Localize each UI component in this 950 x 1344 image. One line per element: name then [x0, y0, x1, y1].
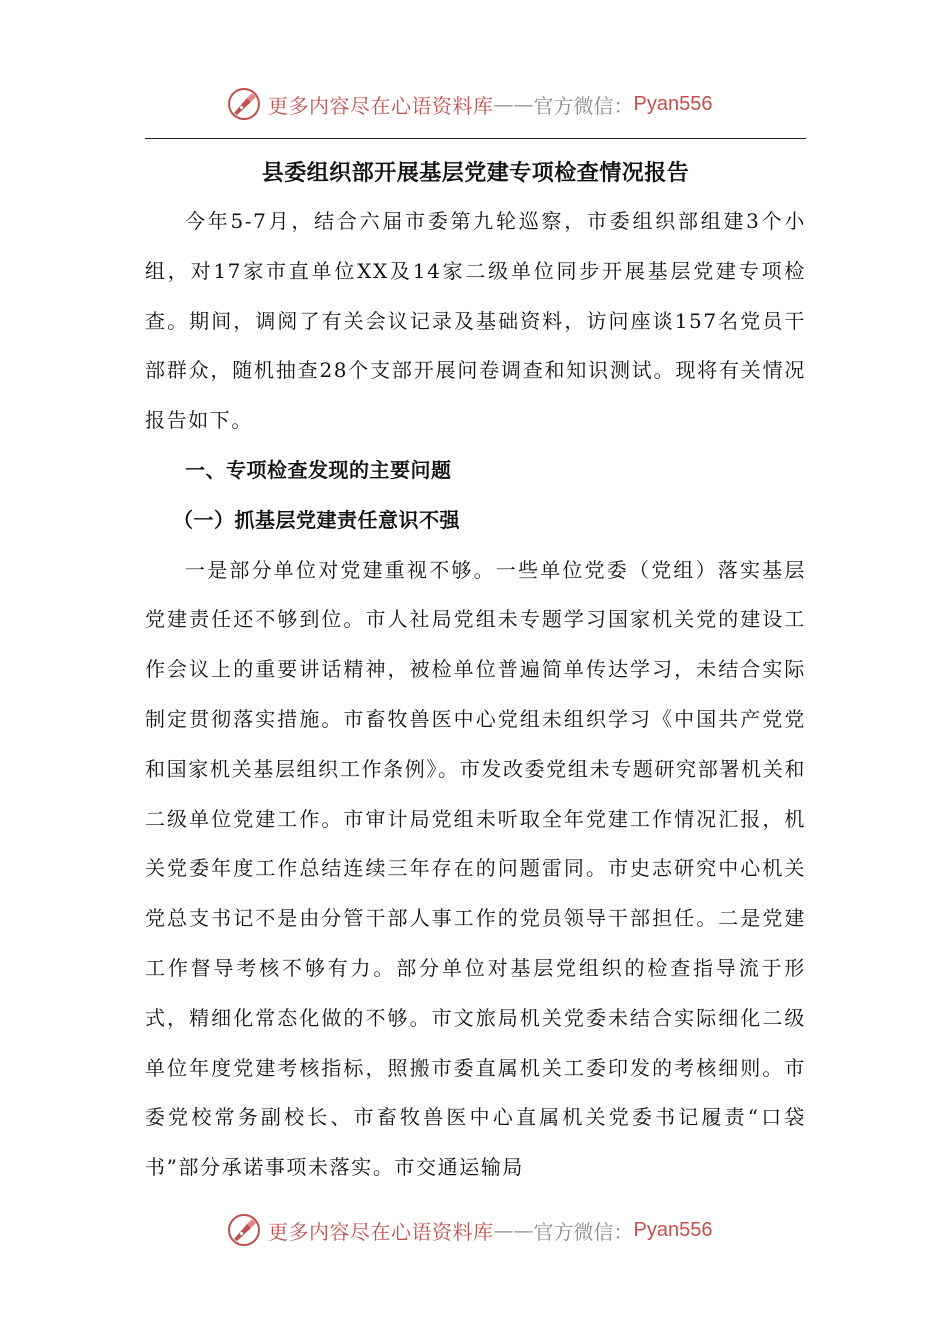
- watermark-wechat-label: 官方微信：: [533, 93, 634, 118]
- watermark-wechat-id: Pyan556: [633, 92, 713, 115]
- watermark-text: 更多内容尽在心语资料库: [268, 1219, 494, 1244]
- document-title: 县委组织部开展基层党建专项检查情况报告: [261, 161, 690, 186]
- header-divider: [145, 138, 806, 139]
- subsection-heading: （一）抓基层党建责任意识不强: [173, 507, 460, 532]
- intro-paragraph: 今年5-7月，结合六届市委第九轮巡察，市委组织部组建3个小组，对17家市直单位XX及14家二级单位同步开展基层党建专项检查。期间，调阅了有关会议记录及基础资料，访问座谈157名党员干部群众，随机抽查28个支部开展问卷调查和知识测试。现将有关情况报告如下。: [145, 209, 806, 433]
- watermark-text: 更多内容尽在心语资料库: [268, 93, 494, 118]
- watermark-footer: [226, 1210, 712, 1250]
- section-heading: 一、专项检查发现的主要问题: [185, 457, 452, 482]
- watermark-wechat-label: 官方微信：: [533, 1219, 634, 1244]
- watermark-dash: ——: [493, 92, 534, 116]
- pen-nib-logo-icon: [226, 1212, 262, 1248]
- document-body: [145, 197, 806, 1193]
- watermark-header: [226, 84, 712, 124]
- body-paragraph: 一是部分单位对党建重视不够。一些单位党委（党组）落实基层党建责任还不够到位。市人社局党组未专题学习国家机关党的建设工作会议上的重要讲话精神，被检单位普遍简单传达学习，未结合实际制定贯彻落实措施。市畜牧兽医中心党组未组织学习《中国共产党党和国家机关基层组织工作条例》。市发改委党组未专题研究部署机关和二级单位党建工作。市审计局党组未听取全年党建工作情况汇报，机关党委年度工作总结连续三年存在的问题雷同。市史志研究中心机关党总支书记不是由分管干部人事工作的党员领导干部担任。二是党建工作督导考核不够有力。部分单位对基层党组织的检查指导流于形式，精细化常态化做的不够。市文旅局机关党委未结合实际细化二级单位年度党建考核指标，照搬市委直属机关工委印发的考核细则。市委党校常务副校长、市畜牧兽医中心直属机关党委书记履责“口袋书”部分承诺事项未落实。市交通运输局: [145, 557, 806, 1180]
- watermark-wechat-id: Pyan556: [633, 1218, 713, 1241]
- pen-nib-logo-icon: [226, 86, 262, 122]
- watermark-dash: ——: [493, 1218, 534, 1242]
